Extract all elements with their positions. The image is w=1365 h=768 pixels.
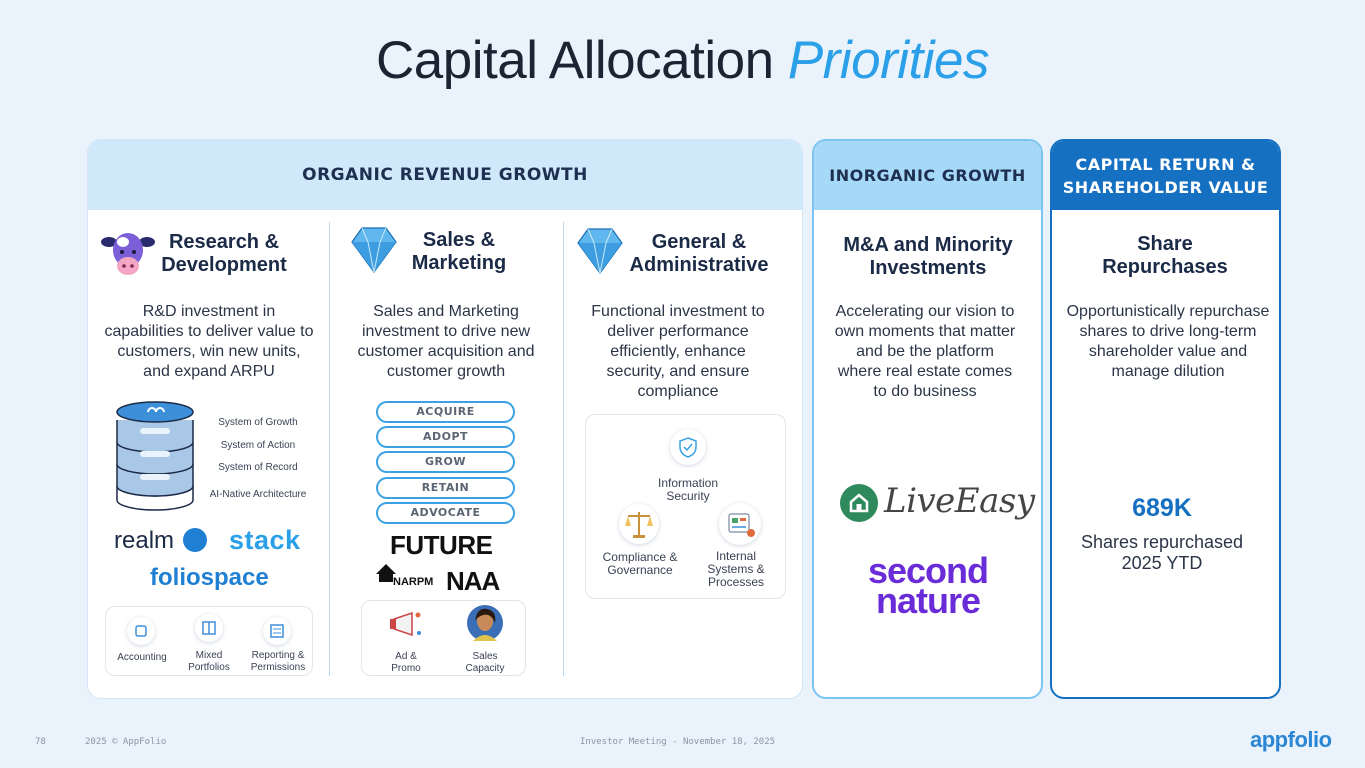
- rd-title: Research & Development: [161, 231, 287, 276]
- page-number: 78: [35, 737, 46, 747]
- stack-layer-label: System of Growth: [218, 417, 298, 428]
- systems-icon: [719, 503, 761, 545]
- funnel-stage: ACQUIRE: [376, 401, 515, 423]
- sm-title: Sales & Marketing: [411, 229, 507, 274]
- ad-promo-icon: [386, 605, 426, 645]
- inorganic-description: Accelerating our vision to own moments that matter and be the platform where real estate comes to do business: [834, 303, 1016, 400]
- feature-label: Ad & Promo: [391, 651, 421, 674]
- stack-layer-label: System of Record: [218, 462, 298, 473]
- repurchase-metric: 689K: [1132, 494, 1192, 522]
- funnel-stage: RETAIN: [376, 477, 515, 499]
- stack-logo: stack: [229, 525, 301, 555]
- funnel-stage: ADVOCATE: [376, 502, 515, 524]
- liveeasy-house-icon: [840, 484, 878, 522]
- capital-return-panel: [1050, 139, 1281, 699]
- funnel-stage: GROW: [376, 451, 515, 473]
- stack-layer-label: System of Action: [220, 440, 296, 451]
- reporting-icon: [263, 617, 291, 645]
- event-label: Investor Meeting - November 18, 2025: [580, 737, 776, 747]
- organic-growth-header: ORGANIC REVENUE GROWTH: [88, 140, 802, 210]
- copyright: 2025 © AppFolio: [85, 737, 167, 747]
- realm-logo: realm: [114, 527, 207, 555]
- inorganic-growth-header: INORGANIC GROWTH: [814, 141, 1041, 210]
- inorganic-title: M&A and Minority Investments: [843, 234, 1013, 279]
- feature-label: Mixed Portfolios: [188, 650, 230, 673]
- title-main: Capital Allocation: [376, 31, 774, 90]
- feature-label: Internal Systems & Processes: [707, 549, 765, 589]
- rd-description: R&D investment in capabilities to deliver value to customers, win new units, and expand ARPU: [104, 303, 314, 380]
- slide-title: [0, 30, 1365, 91]
- second-nature-logo: second nature: [867, 550, 989, 621]
- capital-description: Opportunistically repurchase shares to drive long-term shareholder value and manage dilution: [1066, 303, 1270, 380]
- ga-description: Functional investment to deliver performance efficiently, enhance security, and ensure compliance: [591, 303, 765, 400]
- capital-title: Share Repurchases: [1102, 233, 1228, 278]
- sm-description: Sales and Marketing investment to drive new customer acquisition and customer growth: [357, 303, 535, 380]
- funnel-stage: ADOPT: [376, 426, 515, 448]
- column-divider: [329, 222, 330, 676]
- feature-label: Information Security: [657, 476, 719, 503]
- repurchase-metric-label: Shares repurchased 2025 YTD: [1080, 532, 1244, 573]
- system-stack-icon: [114, 400, 198, 520]
- appfolio-logo: appfolio: [1250, 727, 1332, 752]
- title-accent: Priorities: [787, 31, 989, 90]
- naa-logo: NAA: [446, 566, 500, 596]
- narpm-logo: NARPM: [375, 563, 435, 593]
- cow-mascot-icon: [101, 228, 155, 278]
- stack-layer-label: AI-Native Architecture: [209, 489, 307, 500]
- feature-label: Accounting: [117, 652, 167, 663]
- mixed-portfolios-icon: [195, 614, 223, 642]
- sales-capacity-icon: [465, 603, 505, 643]
- capital-return-header: CAPITAL RETURN & SHAREHOLDER VALUE: [1052, 141, 1279, 210]
- foliospace-logo: foliospace: [150, 564, 269, 591]
- column-divider: [563, 222, 564, 676]
- ga-title: General & Administrative: [629, 231, 769, 276]
- liveeasy-logo: LiveEasy: [884, 481, 1035, 521]
- feature-label: Sales Capacity: [465, 651, 505, 674]
- feature-label: Reporting & Permissions: [250, 650, 306, 673]
- shield-icon: [670, 429, 706, 465]
- accounting-icon: [127, 617, 155, 645]
- future-logo: FUTURE: [390, 530, 493, 560]
- scales-icon: [619, 504, 659, 544]
- diamond-icon: [346, 224, 402, 276]
- feature-label: Compliance & Governance: [602, 550, 678, 577]
